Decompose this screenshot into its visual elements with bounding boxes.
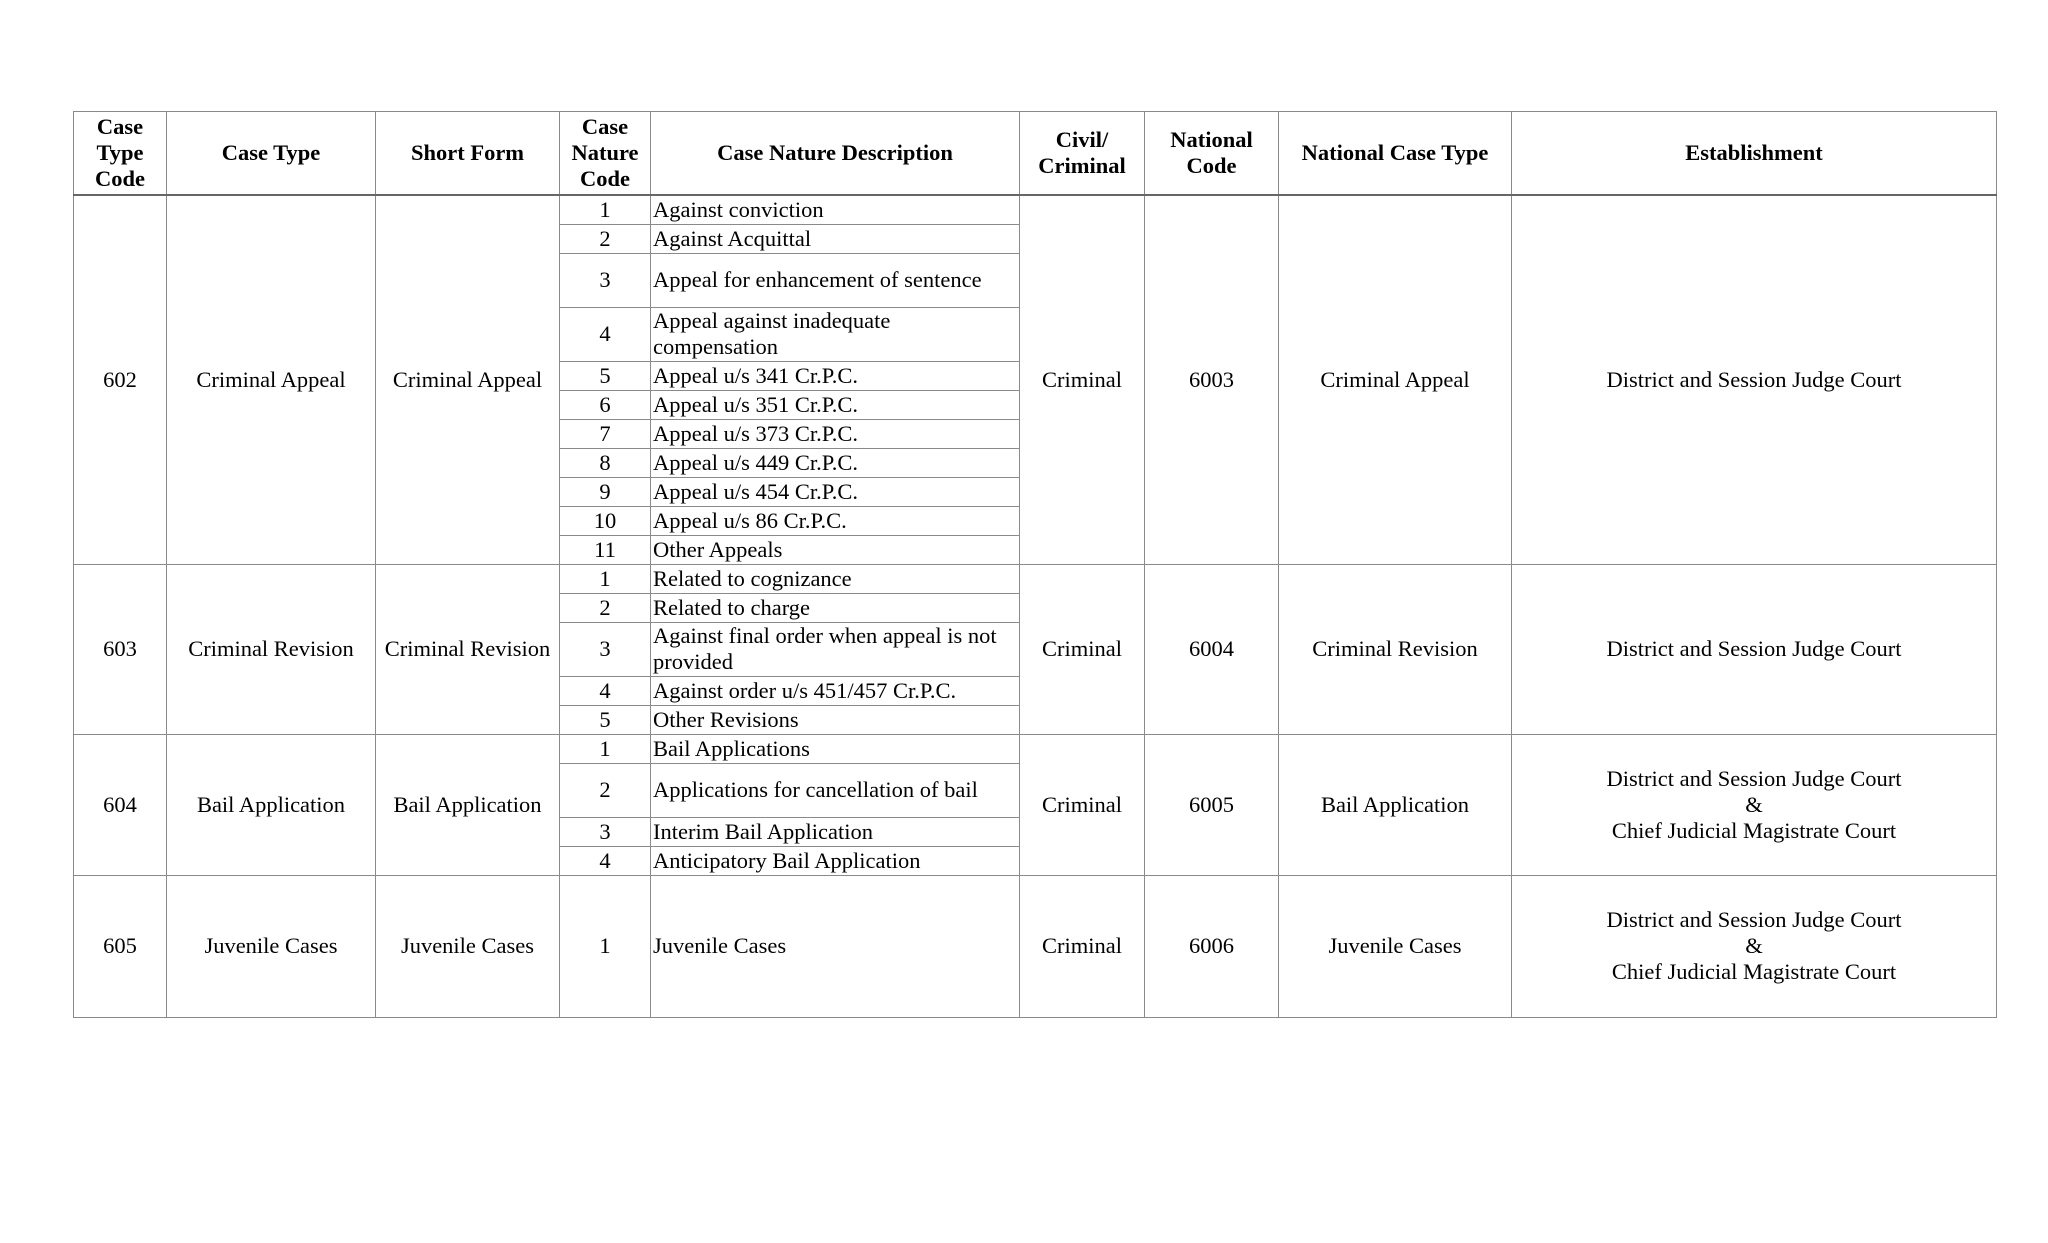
table-header <box>74 112 1997 196</box>
case-nature-code-cell: 4 <box>560 846 651 875</box>
case-nature-code-cell: 4 <box>560 676 651 705</box>
table-row <box>74 875 1997 1017</box>
case-nature-description-cell: Appeal u/s 86 Cr.P.C. <box>651 506 1020 535</box>
case-nature-description-cell: Against final order when appeal is not provided <box>651 622 1020 676</box>
header-case-type-code: Case Type Code <box>74 112 167 196</box>
case-nature-description-cell: Bail Applications <box>651 734 1020 763</box>
establishment-line: & <box>1745 933 1763 958</box>
case-type-table <box>73 111 1997 1018</box>
case-nature-code-cell: 3 <box>560 622 651 676</box>
case-nature-code-cell: 3 <box>560 253 651 307</box>
case-nature-description-cell: Appeal u/s 341 Cr.P.C. <box>651 361 1020 390</box>
case-nature-description-cell: Appeal for enhancement of sentence <box>651 253 1020 307</box>
case-nature-code-cell: 5 <box>560 705 651 734</box>
case-nature-description-cell: Related to charge <box>651 593 1020 622</box>
table-row <box>74 195 1997 224</box>
short-form-cell: Criminal Revision <box>376 564 560 734</box>
header-national-case-type: National Case Type <box>1279 112 1512 196</box>
header-civil-criminal: Civil/ Criminal <box>1020 112 1145 196</box>
header-short-form: Short Form <box>376 112 560 196</box>
case-type-code-cell: 605 <box>74 875 167 1017</box>
national-case-type-cell: Criminal Appeal <box>1279 195 1512 564</box>
establishment-line: District and Session Judge Court <box>1606 636 1902 661</box>
header-national-code: National Code <box>1145 112 1279 196</box>
case-nature-description-cell: Against Acquittal <box>651 224 1020 253</box>
case-nature-code-cell: 2 <box>560 224 651 253</box>
case-nature-description-cell: Appeal against inadequate compensation <box>651 307 1020 361</box>
establishment-line: District and Session Judge Court <box>1606 366 1902 392</box>
table-body <box>74 195 1997 1017</box>
national-case-type-cell: Criminal Revision <box>1279 564 1512 734</box>
case-nature-code-cell: 1 <box>560 734 651 763</box>
short-form-cell: Bail Application <box>376 734 560 875</box>
header-row <box>74 112 1997 196</box>
civil-criminal-cell: Criminal <box>1020 564 1145 734</box>
case-type-cell: Criminal Revision <box>167 564 376 734</box>
national-code-cell: 6004 <box>1145 564 1279 734</box>
case-nature-description-cell: Applications for cancellation of bail <box>651 763 1020 817</box>
case-nature-description-cell: Other Revisions <box>651 705 1020 734</box>
national-code-cell: 6003 <box>1145 195 1279 564</box>
case-nature-code-cell: 10 <box>560 506 651 535</box>
case-nature-description-cell: Interim Bail Application <box>651 817 1020 846</box>
establishment-line: Chief Judicial Magistrate Court <box>1611 817 1897 843</box>
establishment-cell <box>1512 564 1997 734</box>
header-case-type: Case Type <box>167 112 376 196</box>
case-type-code-cell: 603 <box>74 564 167 734</box>
case-nature-description-cell: Anticipatory Bail Application <box>651 846 1020 875</box>
case-type-cell: Bail Application <box>167 734 376 875</box>
case-nature-code-cell: 9 <box>560 477 651 506</box>
case-type-code-cell: 602 <box>74 195 167 564</box>
national-code-cell: 6005 <box>1145 734 1279 875</box>
establishment-cell <box>1512 195 1997 564</box>
establishment-line: District and Session Judge Court <box>1606 765 1902 791</box>
case-nature-code-cell: 2 <box>560 593 651 622</box>
case-nature-code-cell: 1 <box>560 195 651 224</box>
case-nature-code-cell: 11 <box>560 535 651 564</box>
case-nature-description-cell: Against order u/s 451/457 Cr.P.C. <box>651 676 1020 705</box>
establishment-cell <box>1512 734 1997 875</box>
case-nature-description-cell: Juvenile Cases <box>651 875 1020 1017</box>
case-type-code-cell: 604 <box>74 734 167 875</box>
header-case-nature-code: Case Nature Code <box>560 112 651 196</box>
case-nature-code-cell: 6 <box>560 390 651 419</box>
case-nature-code-cell: 7 <box>560 419 651 448</box>
establishment-line: Chief Judicial Magistrate Court <box>1611 959 1897 984</box>
case-nature-code-cell: 5 <box>560 361 651 390</box>
case-nature-code-cell: 3 <box>560 817 651 846</box>
case-nature-code-cell: 4 <box>560 307 651 361</box>
case-nature-description-cell: Appeal u/s 351 Cr.P.C. <box>651 390 1020 419</box>
table-row <box>74 734 1997 763</box>
case-nature-description-cell: Against conviction <box>651 195 1020 224</box>
case-nature-description-cell: Other Appeals <box>651 535 1020 564</box>
case-nature-code-cell: 1 <box>560 564 651 593</box>
establishment-line: & <box>1745 791 1763 817</box>
header-establishment: Establishment <box>1512 112 1997 196</box>
case-nature-description-cell: Appeal u/s 373 Cr.P.C. <box>651 419 1020 448</box>
case-nature-description-cell: Related to cognizance <box>651 564 1020 593</box>
table-row <box>74 564 1997 593</box>
case-nature-description-cell: Appeal u/s 449 Cr.P.C. <box>651 448 1020 477</box>
case-nature-code-cell: 1 <box>560 875 651 1017</box>
national-case-type-cell: Bail Application <box>1279 734 1512 875</box>
short-form-cell: Criminal Appeal <box>376 195 560 564</box>
case-type-cell: Criminal Appeal <box>167 195 376 564</box>
case-nature-code-cell: 8 <box>560 448 651 477</box>
case-nature-description-cell: Appeal u/s 454 Cr.P.C. <box>651 477 1020 506</box>
civil-criminal-cell: Criminal <box>1020 734 1145 875</box>
short-form-cell: Juvenile Cases <box>376 875 560 1017</box>
header-case-nature-description: Case Nature Description <box>651 112 1020 196</box>
establishment-line: District and Session Judge Court <box>1606 907 1902 932</box>
case-nature-code-cell: 2 <box>560 763 651 817</box>
case-type-cell: Juvenile Cases <box>167 875 376 1017</box>
civil-criminal-cell: Criminal <box>1020 195 1145 564</box>
national-code-cell: 6006 <box>1145 875 1279 1017</box>
establishment-cell <box>1512 875 1997 1017</box>
civil-criminal-cell: Criminal <box>1020 875 1145 1017</box>
national-case-type-cell: Juvenile Cases <box>1279 875 1512 1017</box>
